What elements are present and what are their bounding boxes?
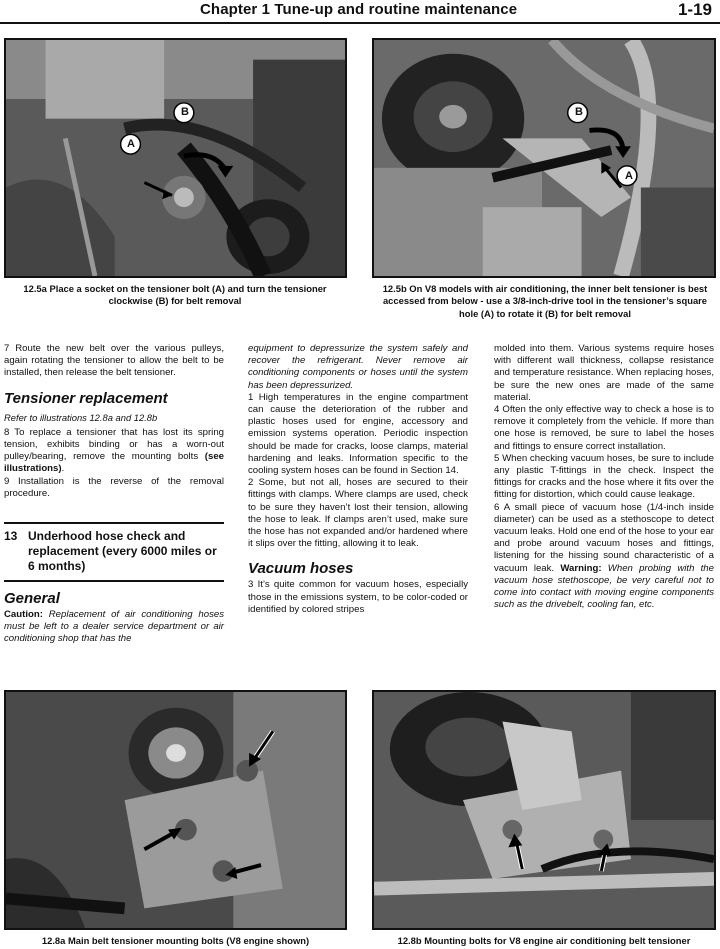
caution-label: Caution:: [4, 609, 43, 621]
text-column-3: [494, 343, 714, 611]
paragraph-8: [4, 427, 224, 476]
heading-tensioner-replacement: Tensioner replacement: [4, 389, 168, 407]
photo-12-5b-image: [374, 40, 714, 276]
paragraph-6: [494, 502, 714, 612]
paragraph-5: 5 When checking vacuum hoses, be sure to include any plastic T-fittings in the check. Inspect the fittings for cracks and the hose where it fits over the fitting for distortion, which could cause leakage.: [494, 452, 714, 501]
callout-b: B: [575, 106, 583, 118]
photo-12-8b: [372, 690, 716, 930]
paragraph-8-end: .: [61, 463, 65, 475]
photo-12-5b: [372, 38, 716, 278]
header-rule: [0, 22, 720, 24]
paragraph-3-continued: molded into them. Various systems require hoses with different wall thickness, collapse resistance and temperature resistance. When replacing hoses, be sure the new ones are made of the same material.: [494, 343, 714, 403]
photo-12-8a: [4, 690, 347, 930]
section-13-title: [4, 529, 224, 574]
paragraph-3: 3 It’s quite common for vacuum hoses, especially those in the emissions system, to be color-coded or identified by colored stripes: [248, 579, 468, 615]
paragraph-9: 9 Installation is the reverse of the removal procedure.: [4, 475, 224, 499]
callout-a: A: [127, 138, 135, 150]
page-header: [0, 0, 720, 24]
caution-text: Replacement of air conditioning hoses must be left to a dealer service department or air conditioning shop that has the: [4, 609, 224, 645]
callout-b: B: [181, 106, 189, 118]
caution-paragraph: [4, 609, 224, 646]
illustration-reference: Refer to illustrations 12.8a and 12.8b: [4, 411, 158, 423]
warning-label: Warning:: [560, 562, 602, 574]
photo-12-5a: [4, 38, 347, 278]
caution-continued: equipment to depressurize the system safely and recover the refrigerant. Never remove air conditioning components or hoses until the system has been depressurized.: [248, 343, 468, 391]
paragraph-8-text: 8 To replace a tensioner that has lost its spring tension, exhibits binding or has a worn-out pulley/bearing, remove the mounting bolts: [4, 426, 224, 463]
section-title-text: Underhood hose check and replacement (every 6000 miles or 6 months): [28, 529, 217, 574]
see-illustrations: (see illustrations): [4, 451, 224, 475]
paragraph-1: 1 High temperatures in the engine compartment can cause the deterioration of the rubber and plastic hoses used for engine, accessory and emission systems operation. Periodic inspection should be made for cracks, loose clamps, material hardening and leaks. Information specific to the cooling system hoses can be found in Section 14.: [248, 391, 468, 477]
paragraph-7: 7 Route the new belt over the various pulleys, again rotating the tensioner to allow the belt to be installed, then release the belt tensioner.: [4, 343, 224, 379]
section-13-box: [4, 522, 224, 582]
page-number: 1-19: [677, 0, 712, 19]
paragraph-6-text: 6 A small piece of vacuum hose (1/4-inch inside diameter) can be used as a stethoscope to detect vacuum leaks. Hold one end of the hose to your ear and probe around vacuum hoses and fittings, listening for the hissing sound characteristic of a vacuum leak.: [494, 501, 714, 574]
caption-12-5b: 12.5b On V8 models with air conditioning, the inner belt tensioner is best accessed from below - use a 3/8-inch-drive tool in the tensioner’s square hole (A) to rotate it (B) for belt removal: [382, 283, 708, 319]
caption-12-5a: 12.5a Place a socket on the tensioner bolt (A) and turn the tensioner clockwise (B) for belt removal: [23, 283, 327, 307]
paragraph-4: 4 Often the only effective way to check a hose is to remove it completely from the vehicle. If more than one hose is removed, be sure to label the hoses and fittings to ensure correct installation.: [494, 404, 714, 452]
photo-12-5a-image: [6, 40, 345, 276]
text-column-2: [248, 343, 468, 616]
photo-12-8a-image: [6, 692, 345, 928]
callout-a: A: [625, 170, 633, 182]
heading-vacuum-hoses: Vacuum hoses: [248, 560, 354, 578]
caption-12-8a: 12.8a Main belt tensioner mounting bolts (V8 engine shown): [41, 935, 310, 946]
text-column-1: [4, 343, 224, 646]
heading-general: General: [4, 590, 60, 608]
paragraph-2: 2 Some, but not all, hoses are secured to their fittings with clamps. Where clamps are used, check to be sure they haven’t lost their tension, allowing the hose to leak. If clamps aren’t used, make sure the hose has not expanded and/or hardened where it slips over the fitting, allowing it to leak.: [248, 477, 468, 550]
caption-12-8b: 12.8b Mounting bolts for V8 engine air conditioning belt tensioner: [397, 935, 691, 946]
section-number: 13: [4, 529, 18, 544]
photo-12-8b-image: [374, 692, 714, 928]
warning-text: When probing with the vacuum hose stethoscope, be very careful not to come into contact with moving engine components such as the drivebelt, cooling fan, etc.: [494, 562, 714, 611]
chapter-title: Chapter 1 Tune-up and routine maintenance: [200, 1, 518, 18]
